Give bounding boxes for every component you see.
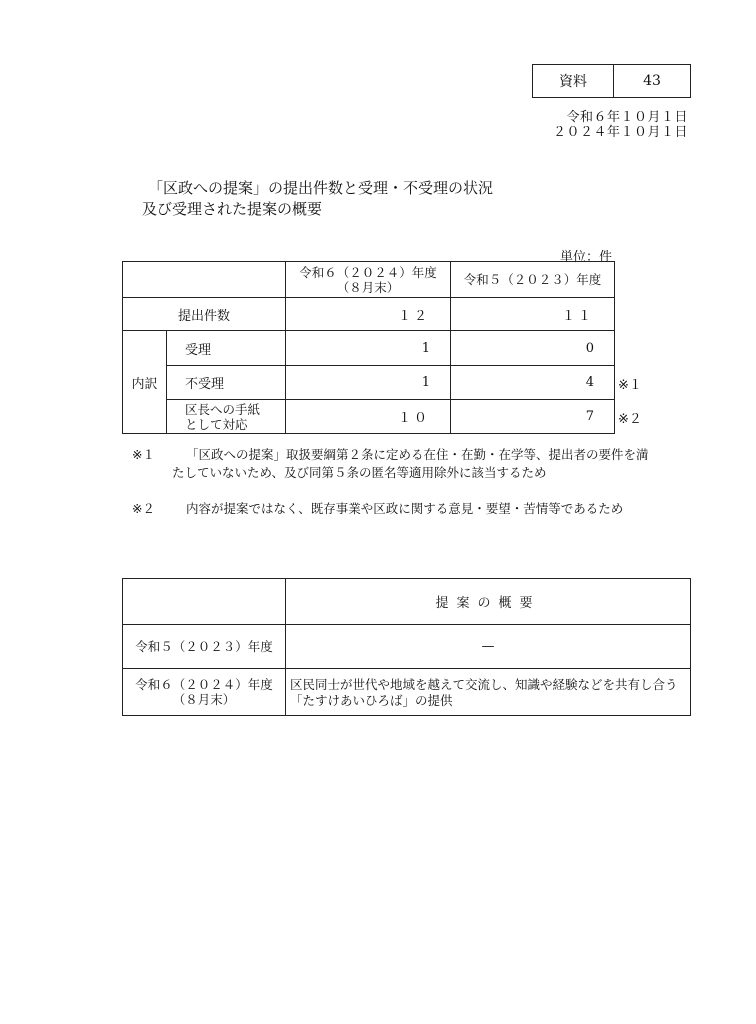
table2-summary-r5: —: [285, 624, 691, 669]
submitted-count-r6: １２: [285, 297, 451, 331]
page-title-line1: 「区政への提案」の提出件数と受理・不受理の状況: [148, 179, 494, 197]
table2-year-r5: 令和５（２０２３）年度: [122, 624, 286, 669]
table1-header-r5: 令和５（２０２３）年度: [450, 261, 615, 298]
note-1-mark: ※１: [132, 447, 155, 462]
table2-summary-r6: 区民同士が世代や地域を越えて交流し、知識や経験などを共有し合う「たすけあいひろば」の提供: [285, 668, 691, 716]
page-title-line2: 及び受理された提案の概要: [142, 200, 323, 218]
row-accepted-r6: 1: [285, 330, 451, 366]
note-2-mark: ※２: [132, 501, 155, 516]
row-rejected-r6: 1: [285, 365, 451, 400]
row-letter-label: 区長への手紙 として対応: [166, 399, 286, 434]
submitted-count-r5: １１: [450, 297, 615, 331]
row-accepted-label: 受理: [166, 330, 286, 366]
row-rejected-r5: 4: [450, 365, 615, 400]
doc-label-name: 資料: [532, 64, 614, 98]
row-letter-note: ※２: [618, 412, 642, 427]
note-1-text: 「区政への提案」取扱要綱第２条に定める在住・在勤・在学等、提出者の要件を満たしていないため、及び同第５条の匿名等適用除外に該当するため: [172, 447, 649, 480]
table1-header-r6: 令和６（２０２４）年度 （８月末）: [285, 261, 451, 298]
submitted-count-label: 提出件数: [122, 297, 286, 331]
row-rejected-note: ※１: [618, 378, 642, 393]
row-letter-r6: １０: [285, 399, 451, 434]
date-seireki: ２０２４年１０月１日: [552, 125, 688, 140]
breakdown-label: 内訳: [122, 330, 167, 434]
table1-header-empty: [122, 261, 286, 298]
doc-label-number: 43: [613, 64, 691, 98]
unit-label: 単位：件: [559, 250, 612, 265]
table2-year-r6: 令和６（２０２４）年度 （８月末）: [122, 668, 286, 716]
row-rejected-label: 不受理: [166, 365, 286, 400]
row-letter-r5: 7: [450, 399, 615, 434]
row-accepted-r5: 0: [450, 330, 615, 366]
note-2-text: 内容が提案ではなく、既存事業や区政に関する意見・要望・苦情等であるため: [186, 501, 624, 516]
table2-header: 提案の概要: [285, 578, 691, 625]
table2-header-empty: [122, 578, 286, 625]
date-wareki: 令和６年１０月１日: [566, 110, 688, 125]
